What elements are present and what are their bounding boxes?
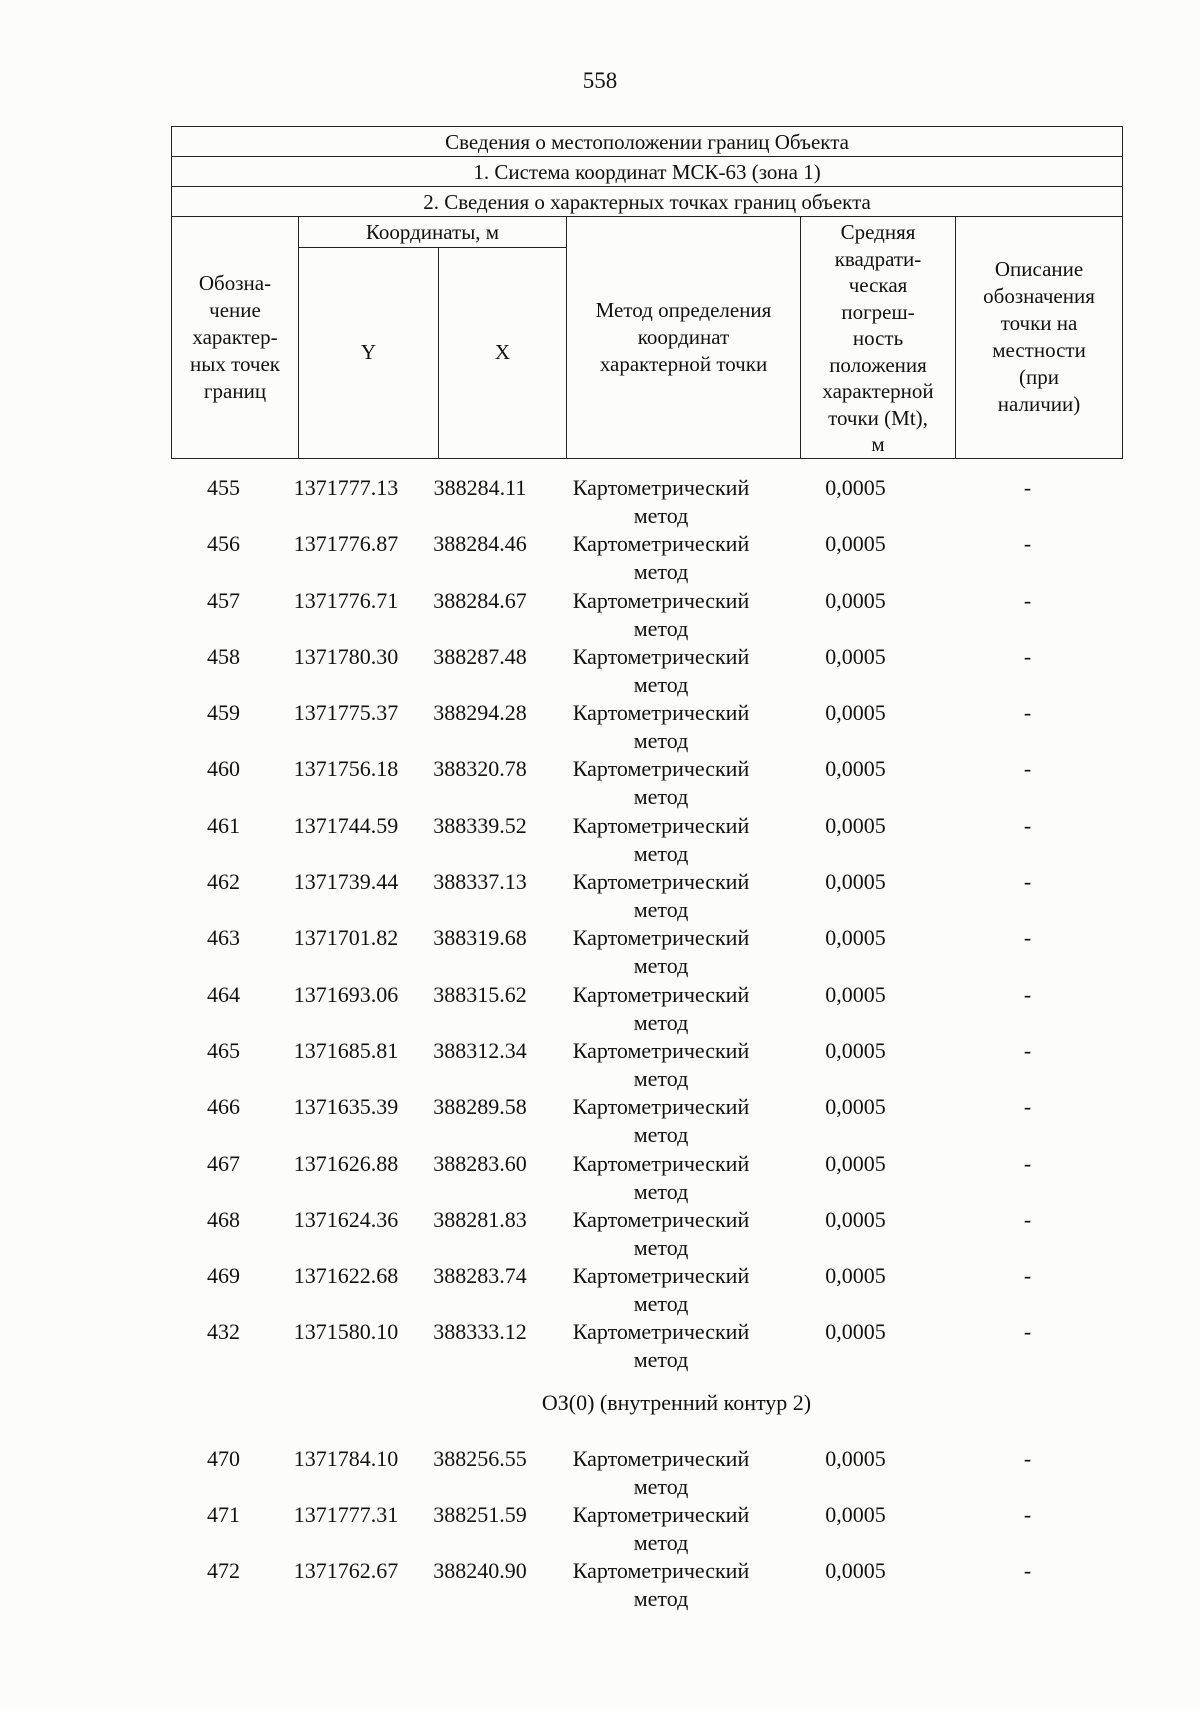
table-row — [171, 812, 1122, 868]
coord-x: 388256.55 — [433, 1445, 527, 1471]
method: Картометрический метод — [572, 869, 750, 923]
coord-y: 1371777.13 — [293, 475, 399, 500]
table-row — [171, 1557, 1122, 1613]
coord-x: 388281.83 — [433, 1206, 527, 1232]
error: 0,0005 — [825, 700, 886, 726]
description: - — [1023, 1037, 1032, 1063]
coord-y: 1371762.67 — [293, 1558, 399, 1584]
point-id: 462 — [207, 869, 240, 895]
method: Картометрический метод — [572, 643, 750, 697]
coord-y: 1371701.82 — [293, 925, 399, 951]
table-row — [171, 1501, 1122, 1557]
method: Картометрический метод — [572, 1150, 750, 1204]
description: - — [1023, 1319, 1032, 1345]
point-id: 460 — [207, 756, 240, 782]
coord-x: 388333.12 — [433, 1319, 527, 1345]
error: 0,0005 — [825, 1445, 886, 1471]
method: Картометрический метод — [572, 1037, 750, 1091]
coord-y: 1371693.06 — [293, 981, 399, 1007]
coord-x: 388320.78 — [433, 756, 527, 782]
error: 0,0005 — [825, 869, 886, 895]
table-row — [171, 474, 1122, 530]
description: - — [1023, 1263, 1032, 1289]
coord-y: 1371635.39 — [293, 1094, 399, 1120]
point-id: 458 — [207, 643, 240, 669]
col-error: Средняя квадрати- ческая погреш- ность положения характерной точки (Mt), м — [801, 217, 956, 459]
coord-y: 1371776.71 — [293, 587, 399, 613]
description: - — [1023, 531, 1032, 557]
coord-x: 388287.48 — [433, 643, 527, 669]
table-row — [171, 643, 1122, 699]
col-description: Описание обозначения точки на местности (при наличии) — [956, 217, 1123, 459]
coord-x: 388284.11 — [433, 475, 527, 500]
error: 0,0005 — [825, 475, 886, 500]
table-row — [171, 530, 1122, 586]
point-id: 461 — [207, 812, 240, 838]
error: 0,0005 — [825, 531, 886, 557]
method: Картометрический метод — [572, 1558, 750, 1612]
point-id: 468 — [207, 1206, 240, 1232]
coord-y: 1371756.18 — [293, 756, 399, 782]
method: Картометрический метод — [572, 812, 750, 866]
coord-x: 388284.46 — [433, 531, 527, 557]
method: Картометрический метод — [572, 1445, 750, 1499]
table-row — [171, 1093, 1122, 1149]
col-method: Метод определения координат характерной точки — [567, 217, 801, 459]
method: Картометрический метод — [572, 475, 750, 528]
table-row — [171, 1262, 1122, 1318]
coord-x: 388294.28 — [433, 700, 527, 726]
method: Картометрический метод — [572, 1263, 750, 1317]
error: 0,0005 — [825, 1094, 886, 1120]
coord-x: 388284.67 — [433, 587, 527, 613]
point-id: 465 — [207, 1037, 240, 1063]
description: - — [1023, 1445, 1032, 1471]
description: - — [1023, 812, 1032, 838]
point-id: 470 — [207, 1445, 240, 1471]
group-label: ОЗ(0) (внутренний контур 2) — [541, 1389, 812, 1415]
table-row — [171, 1150, 1122, 1206]
point-id: 457 — [207, 587, 240, 613]
coord-y: 1371784.10 — [293, 1445, 399, 1471]
point-id: 464 — [207, 981, 240, 1007]
table-row — [171, 868, 1122, 924]
error: 0,0005 — [825, 925, 886, 951]
coord-y: 1371775.37 — [293, 700, 399, 726]
point-id: 471 — [207, 1502, 240, 1528]
description: - — [1023, 1206, 1032, 1232]
col-designation: Обозна- чение характер- ных точек границ — [172, 217, 299, 459]
error: 0,0005 — [825, 1502, 886, 1528]
coord-x: 388337.13 — [433, 869, 527, 895]
coord-y: 1371626.88 — [293, 1150, 399, 1176]
table-row — [171, 924, 1122, 980]
coord-x: 388289.58 — [433, 1094, 527, 1120]
point-id: 432 — [207, 1319, 240, 1345]
method: Картометрический метод — [572, 756, 750, 810]
method: Картометрический метод — [572, 531, 750, 585]
error: 0,0005 — [825, 756, 886, 782]
error: 0,0005 — [825, 981, 886, 1007]
coord-x: 388240.90 — [433, 1558, 527, 1584]
table-row — [171, 1318, 1122, 1374]
method: Картометрический метод — [572, 587, 750, 641]
description: - — [1023, 643, 1032, 669]
coord-x: 388283.60 — [433, 1150, 527, 1176]
col-coordinates: Координаты, м — [299, 217, 567, 248]
col-x: X — [439, 248, 567, 458]
coord-x: 388251.59 — [433, 1502, 527, 1528]
method: Картометрический метод — [572, 700, 750, 754]
description: - — [1023, 869, 1032, 895]
point-id: 456 — [207, 531, 240, 557]
method: Картометрический метод — [572, 1206, 750, 1260]
error: 0,0005 — [825, 812, 886, 838]
coord-y: 1371777.31 — [293, 1502, 399, 1528]
coord-y: 1371739.44 — [293, 869, 399, 895]
col-y: Y — [299, 248, 439, 458]
coord-x: 388319.68 — [433, 925, 527, 951]
table-body — [171, 474, 1122, 1614]
table-row — [171, 1037, 1122, 1093]
coord-x: 388283.74 — [433, 1263, 527, 1289]
error: 0,0005 — [825, 1263, 886, 1289]
coord-y: 1371624.36 — [293, 1206, 399, 1232]
point-id: 463 — [207, 925, 240, 951]
page-number: 558 — [582, 68, 618, 93]
error: 0,0005 — [825, 1206, 886, 1232]
coord-x: 388315.62 — [433, 981, 527, 1007]
method: Картометрический метод — [572, 1094, 750, 1148]
description: - — [1023, 925, 1032, 951]
error: 0,0005 — [825, 1037, 886, 1063]
coord-y: 1371685.81 — [293, 1037, 399, 1063]
coord-x: 388312.34 — [433, 1037, 527, 1063]
point-id: 459 — [207, 700, 240, 726]
description: - — [1023, 981, 1032, 1007]
coord-x: 388339.52 — [433, 812, 527, 838]
method: Картометрический метод — [572, 1502, 750, 1556]
method: Картометрический метод — [572, 1319, 750, 1373]
table-row — [171, 755, 1122, 811]
coord-y: 1371580.10 — [293, 1319, 399, 1345]
table-title: Сведения о местоположении границ Объекта — [172, 127, 1123, 157]
description: - — [1023, 756, 1032, 782]
point-id: 455 — [207, 475, 240, 500]
method: Картометрический метод — [572, 925, 750, 979]
error: 0,0005 — [825, 1319, 886, 1345]
table-row — [171, 981, 1122, 1037]
method: Картометрический метод — [572, 981, 750, 1035]
error: 0,0005 — [825, 587, 886, 613]
coord-y: 1371744.59 — [293, 812, 399, 838]
error: 0,0005 — [825, 1558, 886, 1584]
table-row — [171, 1445, 1122, 1501]
point-id: 472 — [207, 1558, 240, 1584]
point-id: 466 — [207, 1094, 240, 1120]
coord-y: 1371776.87 — [293, 531, 399, 557]
description: - — [1023, 700, 1032, 726]
description: - — [1023, 1558, 1032, 1584]
table-row — [171, 1206, 1122, 1262]
point-id: 467 — [207, 1150, 240, 1176]
description: - — [1023, 587, 1032, 613]
table-row — [171, 587, 1122, 643]
coord-y: 1371622.68 — [293, 1263, 399, 1289]
error: 0,0005 — [825, 1150, 886, 1176]
description: - — [1023, 1094, 1032, 1120]
coord-y: 1371780.30 — [293, 643, 399, 669]
description: - — [1023, 1502, 1032, 1528]
coordinate-system: 1. Система координат МСК-63 (зона 1) — [172, 157, 1123, 187]
point-id: 469 — [207, 1263, 240, 1289]
table-header — [171, 126, 1123, 459]
table-row — [171, 699, 1122, 755]
description: - — [1023, 1150, 1032, 1176]
description: - — [1023, 475, 1032, 500]
error: 0,0005 — [825, 643, 886, 669]
section-title: 2. Сведения о характерных точках границ объекта — [172, 187, 1123, 217]
